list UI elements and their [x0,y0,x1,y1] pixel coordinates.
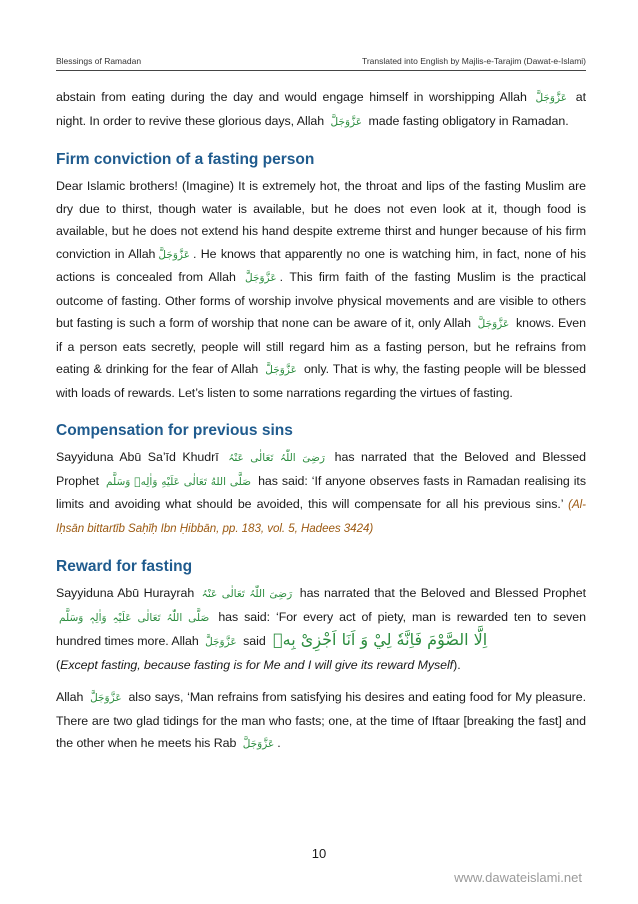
running-header [56,56,586,66]
reward-paragraph-2: Allah عَزَّوَجَلَّ also says, ‘Man refrains from satisfying his desires and eating food for My pleasure. There are two glad tidings for the man who fasts; one, at the time of Iftaar [breaking the fast] and the other when he meets his Rab عَزَّوَجَلَّ . [56,690,586,750]
verse-translation: Except fasting, because fasting is for Me and I will give its reward Myself [60,657,454,672]
reward-paragraph: Sayyiduna Abū Hurayrah رَضِیَ اللّٰہُ تَعَالٰی عَنْہُ has narrated that the Beloved and Blessed Prophet صَلَّی اللّٰہُ تَعَالٰی عَلَیْہِ وَاٰلِہٖ وَسَلَّم has said: ‘For every act of piety, man is rewarded ten to seven hundred times more. Allah عَزَّوَجَلَّ said اِلَّا الصَّوْمَ فَاِنَّهٗ لِيْ وَ اَنَا اَجْزِیْ بِهٖ (Except fasting, because fasting is for Me and I will give its reward Myself). [56,586,586,672]
header-divider [56,70,586,71]
honorific-azza-wajal: عَزَّوَجَلَّ [477,318,510,330]
intro-paragraph: abstain from eating during the day and would engage himself in worshipping Allah عَزَّوَجَلَّ at night. In order to revive these glorious days, Allah عَزَّوَجَلَّ made fasting obligatory in Ramadan. [56,90,586,128]
section-heading-firm-conviction: Firm conviction of a fasting person [56,151,315,168]
honorific-azza-wajal: عَزَّوَجَلَّ [265,364,297,376]
honorific-sallallahu: صَلَّی اللّٰہُ تَعَالٰی عَلَیْہِ وَاٰلِہٖ وَسَلَّم [59,611,210,624]
page-body [56,86,586,766]
arabic-verse: اِلَّا الصَّوْمَ فَاِنَّهٗ لِيْ وَ اَنَا اَجْزِیْ بِهٖ [273,630,488,649]
honorific-azza-wajal: عَزَّوَجَلَّ [535,92,568,104]
honorific-radi-allah: رَضِیَ اللّٰہُ تَعَالٰی عَنْہُ [201,588,293,600]
honorific-azza-wajal: عَزَّوَجَلَّ [158,248,190,261]
firm-conviction-paragraph: Dear Islamic brothers! (Imagine) It is extremely hot, the throat and lips of the fasting Muslim are dry due to thirst, though water is available, but he does not even look at it, though food is available, but he does not extend his hand despite extreme thirst and hunger because of his firm conviction in Allah عَزَّوَجَلَّ . He knows that apparently no one is watching him, in fact, none of his actions is concealed from Allah عَزَّوَجَلَّ . This firm faith of the fasting Muslim is the practical outcome of fasting. Other forms of worship involve physical movements and are visible to others but fasting is such a form of worship that none can be aware of it, only Allah عَزَّوَجَلَّ knows. Even if a person eats secretly, people will still regard him as a fasting person, but he refrains from eating & drinking for the fear of Allah عَزَّوَجَلَّ only. That is why, the fasting people will be blessed with loads of rewards. Let’s listen to some narrations regarding the virtues of fasting. [56,179,586,400]
honorific-radi-allah: رَضِیَ اللّٰہُ تَعَالٰی عَنْہُ [228,452,325,464]
honorific-sallallahu: صَلَّى اللهُ تَعَالٰی عَلَيْهِ وَاٰلِهٖ وَسَلَّم [106,475,252,488]
page-number: 10 [311,846,327,861]
section-heading-reward: Reward for fasting [56,558,193,575]
honorific-azza-wajal: عَزَّوَجَلَّ [242,738,275,750]
compensation-paragraph: Sayyiduna Abū Sa’īd Khudrī رَضِیَ اللّٰہُ تَعَالٰی عَنْہُ has narrated that the Beloved and Blessed Prophet صَلَّى اللهُ تَعَالٰی عَلَيْهِ وَاٰلِهٖ وَسَلَّم has said: ‘If anyone observes fasts in Ramadan realising its limits and avoiding what should be avoided, this will compensate for all his previous sins.’ (Al-Iḥsān bittartīb Saḥīḥ Ibn Ḥibbān, pp. 183, vol. 5, Hadees 3424) [56,450,586,535]
honorific-azza-wajal: عَزَّوَجَلَّ [205,636,237,648]
website-link[interactable]: www.dawateislami.net [454,870,582,885]
header-translator: Translated into English by Majlis-e-Tarajim (Dawat-e-Islami) [361,56,586,66]
hadith-reference: (Al-Iḥsān bittartīb Saḥīḥ Ibn Ḥibbān, pp. 183, vol. 5, Hadees 3424) [56,498,586,535]
header-book-title: Blessings of Ramadan [56,56,142,66]
honorific-azza-wajal: عَزَّوَجَلَّ [330,115,363,128]
honorific-azza-wajal: عَزَّوَجَلَّ [245,272,277,284]
section-heading-compensation: Compensation for previous sins [56,422,293,439]
honorific-azza-wajal: عَزَّوَجَلَّ [90,692,122,704]
